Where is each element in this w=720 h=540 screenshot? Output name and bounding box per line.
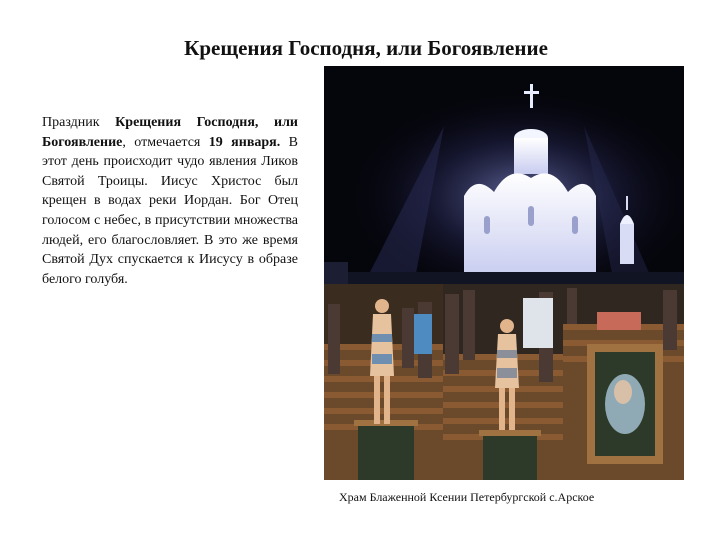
church-night-photo xyxy=(324,66,684,284)
church-night-illustration xyxy=(324,66,684,284)
body-paragraph xyxy=(42,113,298,289)
paragraph-feast-name: Крещения Господня, или Богоявление xyxy=(42,115,298,150)
ice-hole-illustration-3 xyxy=(563,284,684,480)
paragraph-rest: В этот день происходит чудо явления Ликов Святой Троицы. Иисус Христос был крещен в водах реки Иордан. Бог Отец голосом с небес, в присутствии множества людей, его благословляет. В это же время Святой Дух спускается к Иисусу в образе белого голубя. xyxy=(42,134,298,287)
ice-hole-illustration-1 xyxy=(324,284,443,480)
ice-hole-photo-1 xyxy=(324,284,443,480)
photo-caption: Храм Блаженной Ксении Петербургской с.Арское xyxy=(339,490,595,504)
ice-hole-photo-3 xyxy=(563,284,684,480)
ice-hole-photo-2 xyxy=(443,284,563,480)
slide-title: Крещения Господня, или Богоявление xyxy=(184,36,548,60)
paragraph-intro: Праздник xyxy=(42,115,116,130)
ice-hole-illustration-2 xyxy=(443,284,563,480)
paragraph-date: 19 января. xyxy=(208,134,281,150)
paragraph-after-name: , отмечается xyxy=(122,134,209,150)
